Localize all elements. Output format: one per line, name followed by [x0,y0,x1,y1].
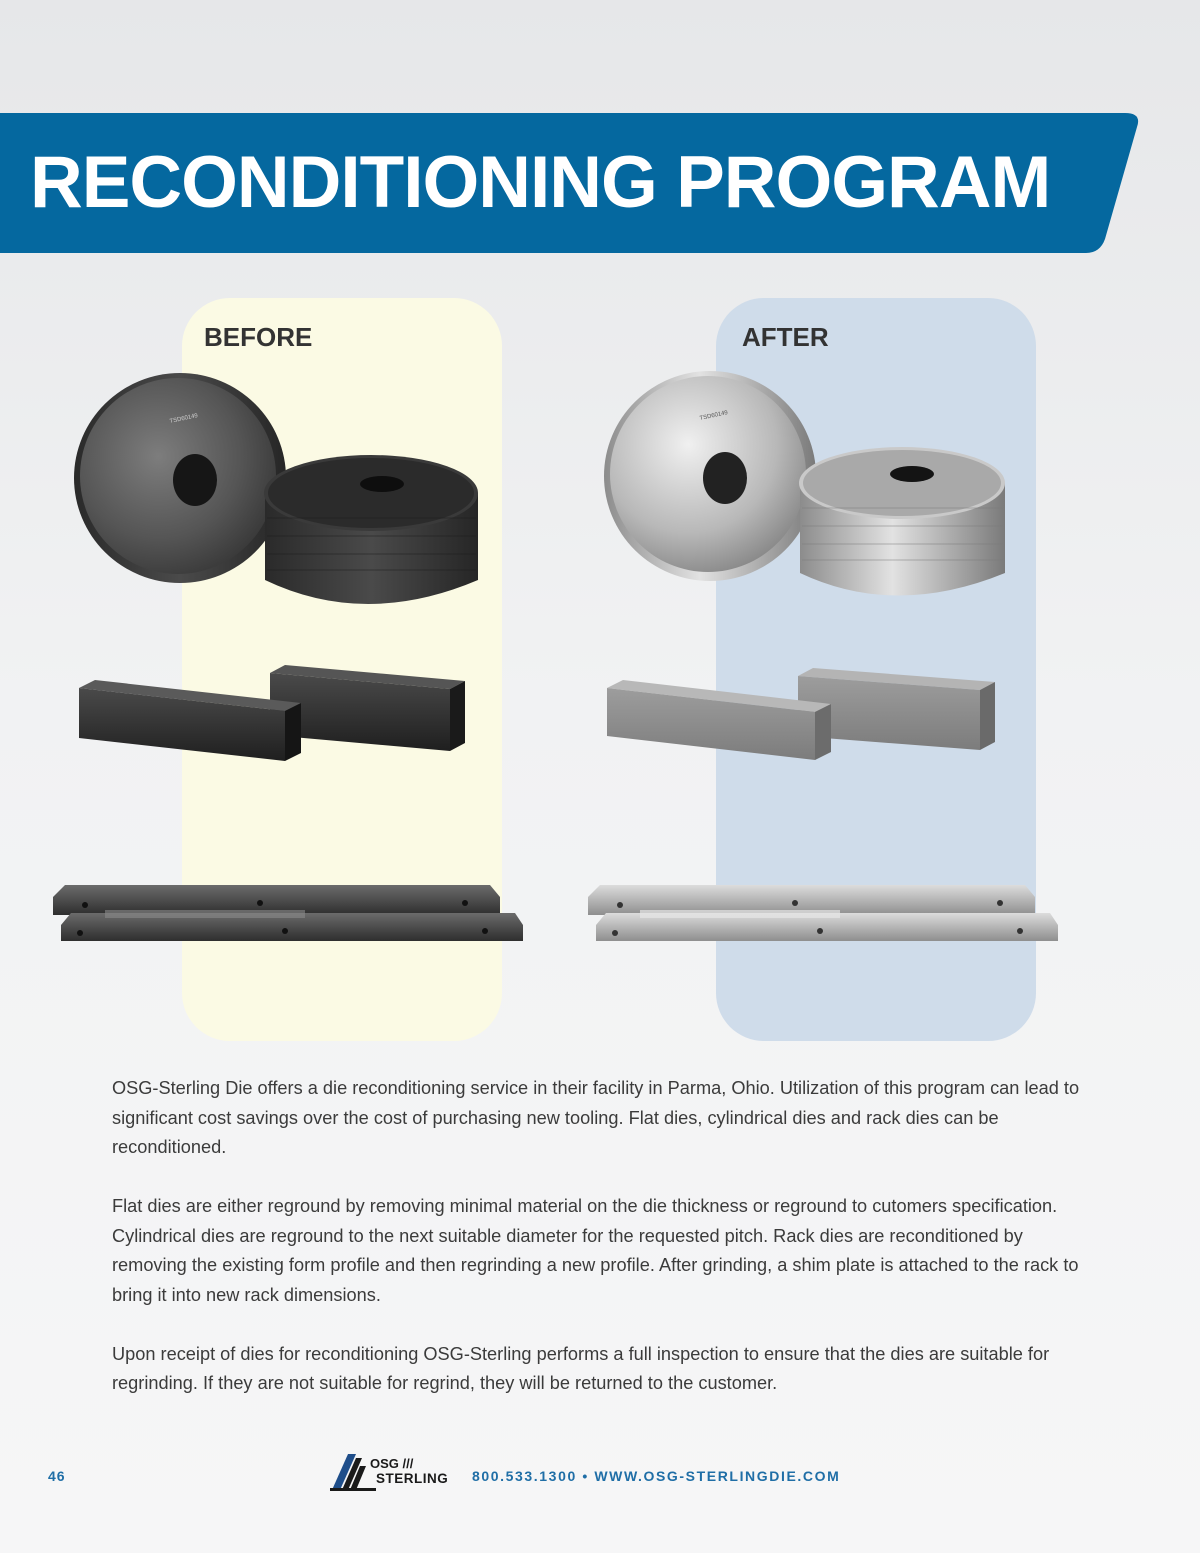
svg-text:TSD60149: TSD60149 [699,410,729,422]
page-number: 46 [48,1468,66,1484]
title-banner [0,113,1142,253]
svg-text:TSD60149: TSD60149 [169,413,199,425]
paragraph-process: Flat dies are either reground by removing minimal material on the die thickness or reground to cutomers specification. Cylindrical dies are reground to the next suitable diameter for the requested pitch. Rack dies are reconditioned by removing the existing form profile and then regrinding a new profile. After grinding, a shim plate is attached to the rack to bring it into new rack dimensions. [112,1196,1079,1305]
after-label: AFTER [742,322,829,352]
after-cylinder-dies-image [590,368,1020,618]
footer-website-link[interactable]: WWW.OSG-STERLINGDIE.COM [594,1468,841,1484]
before-label: BEFORE [204,322,313,352]
paragraph-intro: OSG-Sterling Die offers a die reconditioning service in their facility in Parma, Ohio. Utilization of this program can lead to significant cost savings over the cost of purchasing new tooling. Flat dies, cylindrical dies and rack dies can be reconditioned. [112,1078,1080,1157]
footer-separator: • [582,1468,595,1484]
page-title: RECONDITIONING PROGRAM [30,142,1051,223]
footer-contact [472,1468,840,1484]
before-cylinder-dies-image [60,368,490,618]
after-flat-dies-image [605,668,1000,768]
before-flat-dies-image [75,663,470,763]
osg-sterling-logo [330,1452,460,1492]
logo-line-2: STERLING [376,1471,449,1486]
logo-line-1: OSG /// [370,1456,414,1471]
after-rack-dies-image [580,877,1065,955]
paragraph-inspection: Upon receipt of dies for reconditioning OSG-Sterling performs a full inspection to ensure that the dies are suitable for regrinding. If they are not suitable for regrind, they will be returned to the customer. [112,1343,1050,1393]
body-text [112,1074,1102,1428]
before-rack-dies-image [45,877,530,955]
footer-phone[interactable]: 800.533.1300 [472,1468,577,1484]
